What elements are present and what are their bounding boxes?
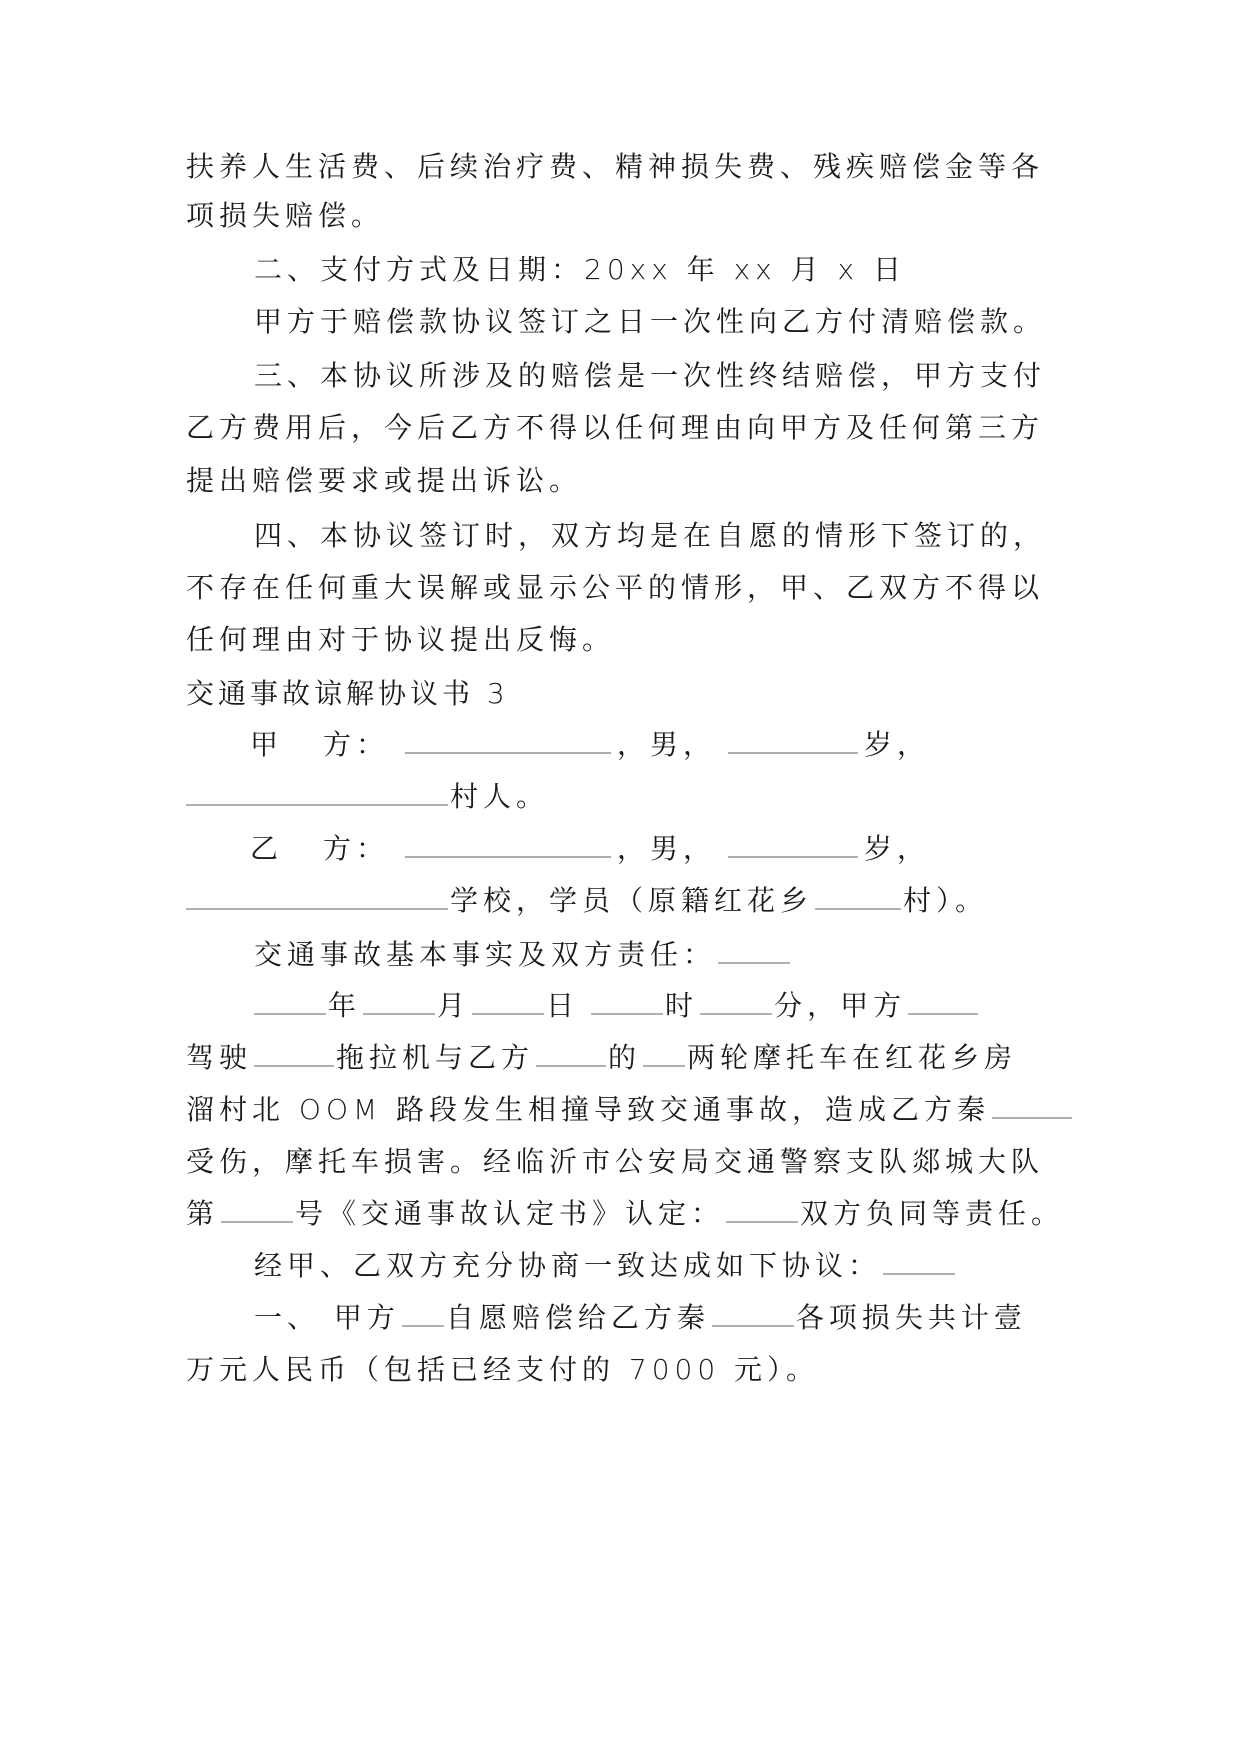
party-a-blank[interactable] xyxy=(908,989,978,1015)
minute-text: 分，甲方 xyxy=(774,989,907,1022)
hour-text: 时 xyxy=(665,989,699,1022)
paragraph-line: 扶养人生活费、后续治疗费、精神损失费、残疾赔偿金等各 xyxy=(186,150,1045,183)
paragraph-line: 任何理由对于协议提出反悔。 xyxy=(186,623,616,656)
school-text: 学校，学员（原籍红花乡 xyxy=(450,884,814,917)
paragraph-line: 不存在任何重大误解或显示公平的情形，甲、乙双方不得以 xyxy=(186,571,1045,604)
minute-blank[interactable] xyxy=(700,989,772,1015)
month-blank[interactable] xyxy=(363,989,435,1015)
paragraph-line: 乙方费用后，今后乙方不得以任何理由向甲方及任何第三方 xyxy=(186,411,1045,444)
village-text: 村人。 xyxy=(450,780,550,813)
party-b-label: 乙 xyxy=(250,832,284,865)
party-b-label-suffix: 方： xyxy=(323,832,390,865)
cert-number-blank[interactable] xyxy=(221,1197,293,1223)
day-text: 日 xyxy=(546,989,580,1022)
year-blank[interactable] xyxy=(254,989,326,1015)
drive-text: 驾驶 xyxy=(186,1041,253,1074)
road-text: 溜村北 OOM 路段发生相撞导致交通事故，造成乙方秦 xyxy=(186,1093,991,1126)
year-text: 年 xyxy=(328,989,362,1022)
cert-text: 号《交通事故认定书》认定： xyxy=(295,1197,725,1230)
motorcycle-text: 两轮摩托车在红花乡房 xyxy=(687,1041,1018,1074)
agreement-blank[interactable] xyxy=(883,1249,955,1275)
name-blank[interactable] xyxy=(405,832,611,858)
section-four-line: 四、本协议签订时，双方均是在自愿的情形下签订的， xyxy=(254,519,1047,552)
gender-text: ，男， xyxy=(617,728,717,761)
responsibility-text: 双方负同等责任。 xyxy=(800,1197,1065,1230)
age-blank[interactable] xyxy=(728,728,858,754)
party-b-school-line xyxy=(186,881,1066,921)
drive-line xyxy=(186,1038,1066,1078)
party-a-name-blank[interactable] xyxy=(402,1301,444,1327)
party-b-name-blank[interactable] xyxy=(712,1301,794,1327)
road-line xyxy=(186,1090,1066,1130)
village-blank[interactable] xyxy=(186,780,448,806)
month-text: 月 xyxy=(437,989,471,1022)
name-blank[interactable] xyxy=(405,728,611,754)
paragraph-line: 甲方于赔偿款协议签订之日一次性向乙方付清赔偿款。 xyxy=(254,305,1047,338)
date-line xyxy=(254,986,1134,1026)
facts-title: 交通事故基本事实及双方责任： xyxy=(254,938,717,971)
village-end-text: 村）。 xyxy=(903,884,989,917)
school-blank[interactable] xyxy=(186,884,448,910)
gender-text: ，男， xyxy=(617,832,717,865)
agreement-text: 经甲、乙双方充分协商一致达成如下协议： xyxy=(254,1249,882,1282)
item-one-end-line: 万元人民币（包括已经支付的 7000 元）。 xyxy=(186,1353,820,1386)
section-three-line: 三、本协议所涉及的赔偿是一次性终结赔偿，甲方支付 xyxy=(254,359,1047,392)
certificate-line xyxy=(186,1194,1066,1234)
paragraph-line: 项损失赔偿。 xyxy=(186,199,385,232)
age-text: 岁， xyxy=(864,832,931,865)
hour-blank[interactable] xyxy=(591,989,663,1015)
item-one-line xyxy=(254,1298,1134,1338)
party-b-line xyxy=(250,829,1130,869)
driver-blank[interactable] xyxy=(254,1041,334,1067)
party-b-blank[interactable] xyxy=(536,1041,606,1067)
tractor-text: 拖拉机与乙方 xyxy=(336,1041,535,1074)
item-one-text: 自愿赔偿给乙方秦 xyxy=(445,1301,710,1334)
injured-name-blank[interactable] xyxy=(992,1093,1072,1119)
section-two-title: 二、支付方式及日期：20xx 年 xx 月 x 日 xyxy=(254,253,906,286)
item-one-prefix: 一、 甲方 xyxy=(254,1301,400,1334)
party-a-label-suffix: 方： xyxy=(323,728,390,761)
agreement-line xyxy=(254,1246,1134,1286)
injury-line: 受伤，摩托车损害。经临沂市公安局交通警察支队郯城大队 xyxy=(186,1145,1045,1178)
party-a-line xyxy=(250,725,1130,765)
facts-title-line xyxy=(254,935,1134,975)
cert-blank[interactable] xyxy=(726,1197,798,1223)
village-blank[interactable] xyxy=(815,884,901,910)
of-text: 的 xyxy=(608,1041,642,1074)
paragraph-line: 提出赔偿要求或提出诉讼。 xyxy=(186,464,583,497)
facts-blank[interactable] xyxy=(718,938,790,964)
agreement-heading: 交通事故谅解协议书 3 xyxy=(186,677,509,710)
item-one-total: 各项损失共计壹 xyxy=(795,1301,1027,1334)
cert-prefix: 第 xyxy=(186,1197,220,1230)
day-blank[interactable] xyxy=(472,989,544,1015)
party-a-village-line xyxy=(186,777,1066,817)
age-text: 岁， xyxy=(864,728,931,761)
party-a-label: 甲 xyxy=(250,728,284,761)
age-blank[interactable] xyxy=(728,832,858,858)
vehicle-blank[interactable] xyxy=(643,1041,685,1067)
